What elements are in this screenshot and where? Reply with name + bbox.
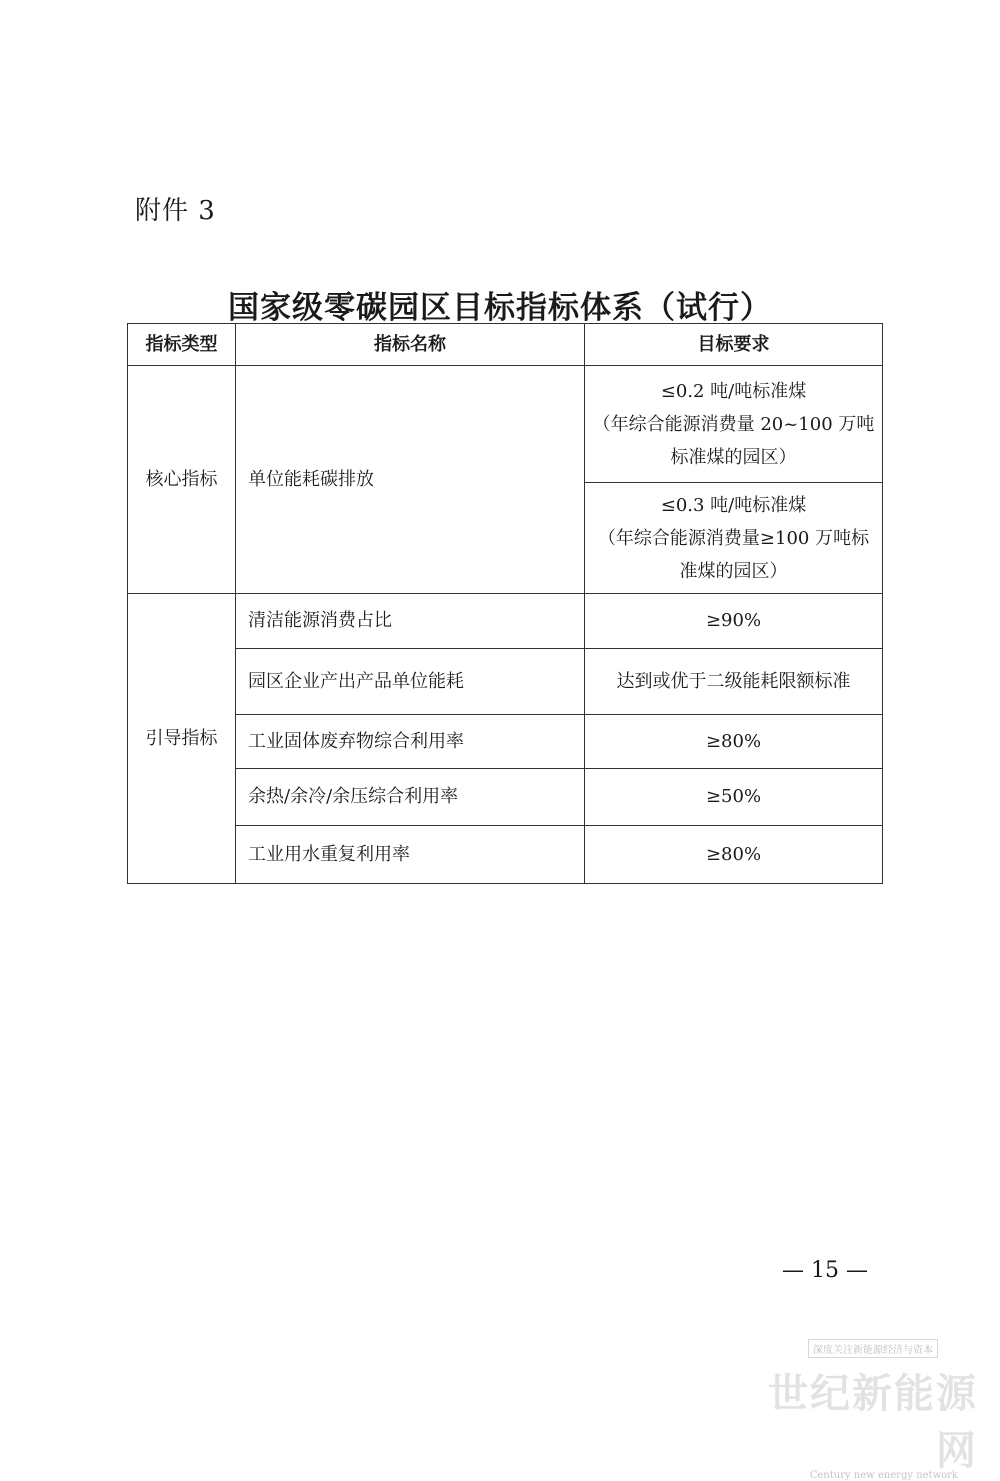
category-core: 核心指标 — [128, 366, 236, 594]
watermark — [758, 1338, 978, 1481]
indicator-name: 余热/余冷/余压综合利用率 — [236, 769, 585, 826]
target-line: 准煤的园区） — [679, 560, 788, 582]
indicator-name: 工业固体废弃物综合利用率 — [236, 715, 585, 769]
watermark-brand: 世纪新能源网 — [768, 1371, 978, 1474]
header-category: 指标类型 — [128, 324, 236, 366]
header-target: 目标要求 — [585, 324, 883, 366]
page-number: — 15 — — [782, 1258, 868, 1283]
category-guide: 引导指标 — [128, 594, 236, 884]
target-cell — [585, 366, 883, 483]
table-row — [128, 826, 883, 884]
target-line: （年综合能源消费量≥100 万吨标 — [597, 527, 870, 549]
table-row — [128, 769, 883, 826]
target-cell: 达到或优于二级能耗限额标准 — [585, 649, 883, 715]
indicator-table — [127, 323, 883, 884]
indicator-name: 工业用水重复利用率 — [236, 826, 585, 884]
table-row — [128, 594, 883, 649]
watermark-tagline: 深度关注新能源经济与资本 — [808, 1339, 938, 1358]
target-line: 标准煤的园区） — [670, 446, 797, 468]
indicator-name: 清洁能源消费占比 — [236, 594, 585, 649]
table-header-row — [128, 324, 883, 366]
page-number-wrap — [0, 1258, 1000, 1283]
table-row — [128, 366, 883, 483]
table-row — [128, 715, 883, 769]
target-cell — [585, 483, 883, 594]
target-line: ≤0.3 吨/吨标准煤 — [660, 494, 807, 516]
attachment-label: 附件 3 — [135, 196, 216, 226]
indicator-name: 园区企业产出产品单位能耗 — [236, 649, 585, 715]
header-name: 指标名称 — [236, 324, 585, 366]
target-cell: ≥80% — [585, 715, 883, 769]
indicator-name: 单位能耗碳排放 — [236, 366, 585, 594]
table-row — [128, 649, 883, 715]
watermark-brand-en: Century new energy network — [809, 1470, 958, 1481]
target-cell: ≥80% — [585, 826, 883, 884]
target-cell: ≥90% — [585, 594, 883, 649]
target-cell: ≥50% — [585, 769, 883, 826]
target-line: ≤0.2 吨/吨标准煤 — [660, 380, 807, 402]
document-title: 国家级零碳园区目标指标体系（试行） — [228, 290, 772, 326]
target-line: （年综合能源消费量 20~100 万吨 — [592, 413, 875, 435]
